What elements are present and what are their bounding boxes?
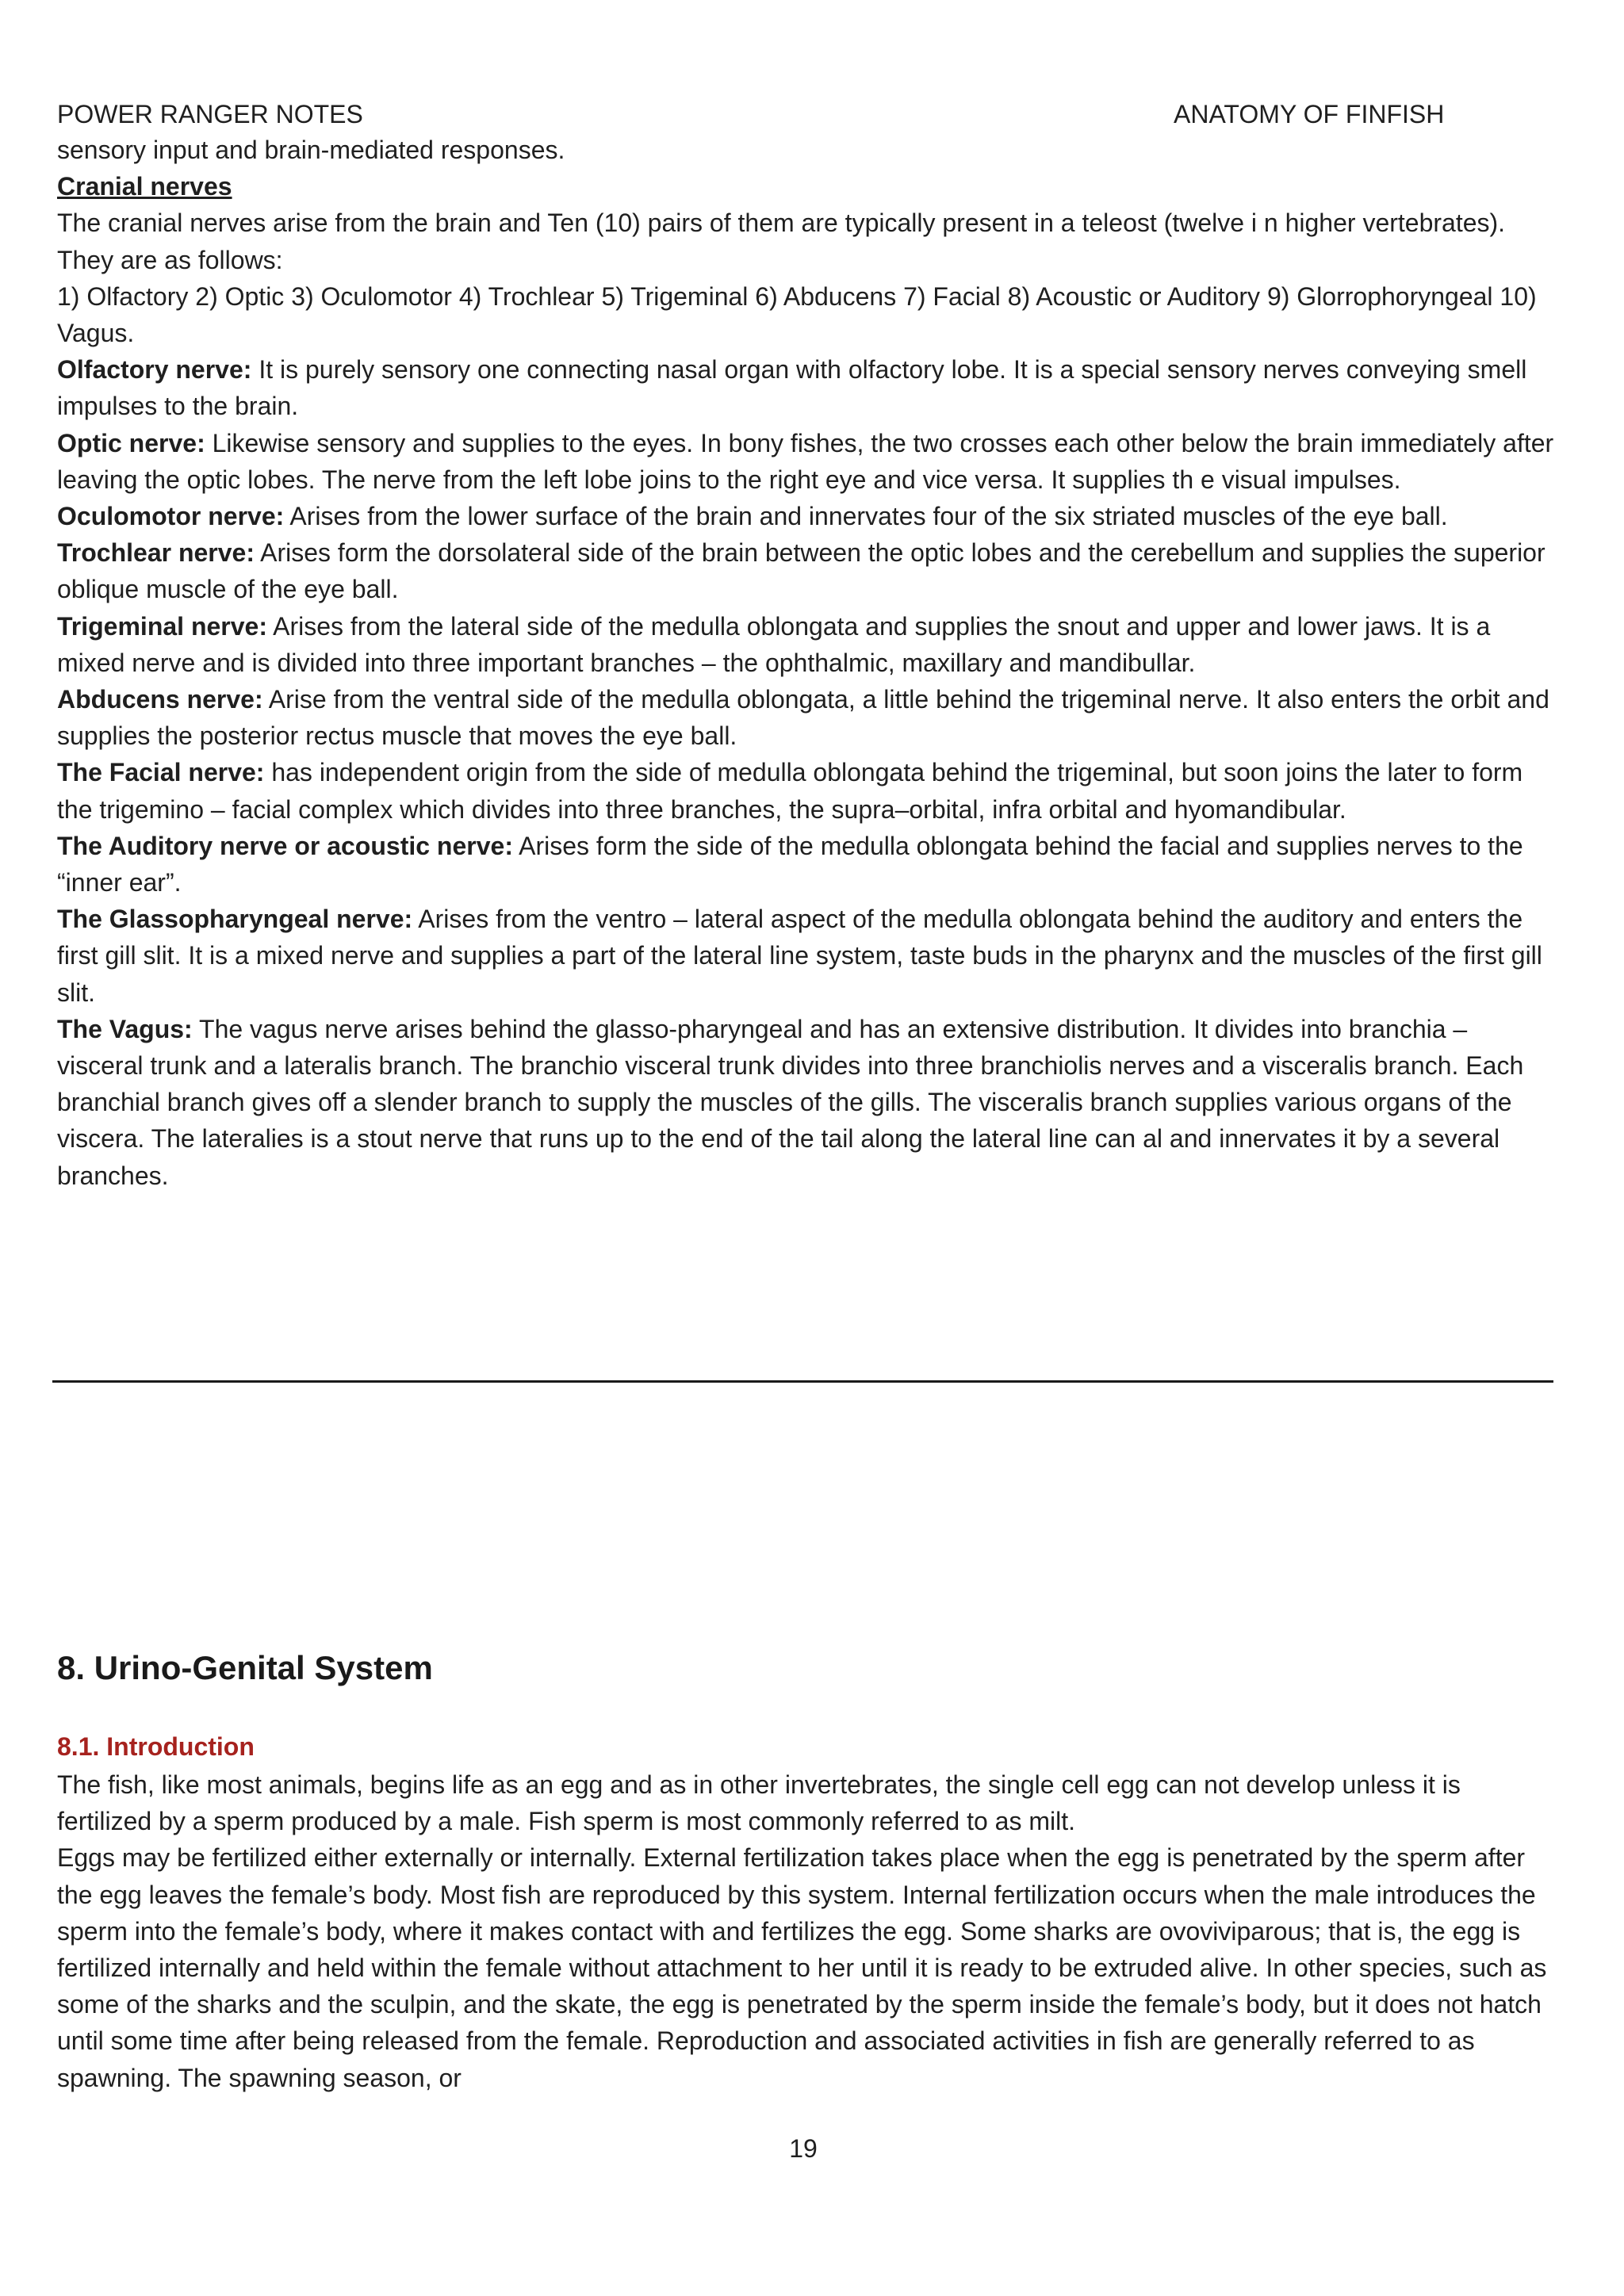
nerve-entry-abducens bbox=[57, 681, 1556, 754]
cranial-paragraph-2: They are as follows: bbox=[57, 245, 283, 274]
nerve-entry-trochlear bbox=[57, 534, 1556, 607]
header-left-title: POWER RANGER NOTES bbox=[57, 100, 363, 128]
nerve-name: The Glassopharyngeal nerve: bbox=[57, 905, 413, 934]
introduction-section bbox=[57, 1766, 1556, 2096]
nerve-entry-trigeminal bbox=[57, 608, 1556, 681]
nerve-description: has independent origin from the side of medulla oblongata behind the trigeminal, but soon joins the later to form the trigemino – facial complex which divides into three branches, the supra–orbital, infra orbital and hyomandibular. bbox=[57, 758, 1523, 824]
page-number: 19 bbox=[789, 2134, 818, 2163]
introduction-paragraph-1: The fish, like most animals, begins life as an egg and as in other invertebrates, the single cell egg can not develop unless it is fertilized by a sperm produced by a male. Fish sperm is most commonly referred to as milt. bbox=[57, 1770, 1461, 1836]
nerve-entry-vagus bbox=[57, 1011, 1556, 1194]
nerve-name: Oculomotor nerve: bbox=[57, 502, 285, 531]
nerve-description: Arise from the ventral side of the medulla oblongata, a little behind the trigeminal nerve. It also enters the orbit and supplies the posterior rectus muscle that moves the eye ball. bbox=[57, 685, 1549, 751]
nerve-description: Likewise sensory and supplies to the eyes. In bony fishes, the two crosses each other below the brain immediately after leaving the optic lobes. The nerve from the left lobe joins to the right eye and vice versa. It supplies th e visual impulses. bbox=[57, 428, 1554, 494]
nerve-entry-oculomotor bbox=[57, 498, 1556, 534]
nerve-description: Arises from the lower surface of the brain and innervates four of the six striated muscles of the eye ball. bbox=[284, 502, 1448, 531]
nerve-description: The vagus nerve arises behind the glasso-pharyngeal and has an extensive distribution. It divides into branchia – visceral trunk and a lateralis branch. The branchio visceral trunk divides into three branchiolis nerves and a visceralis branch. Each branchial branch gives off a slender branch to supply the muscles of the gills. The visceralis branch supplies various organs of the viscera. The lateralies is a stout nerve that runs up to the end of the tail along the lateral line can al and innervates it by a several branches. bbox=[57, 1014, 1524, 1190]
introduction-paragraph-2: Eggs may be fertilized either externally or internally. External fertilization takes place when the egg is penetrated by the sperm after the egg leaves the female’s body. Most fish are reproduced by this system. Internal fertilization occurs when the male introduces the sperm into the female’s body, where it makes contact with and fertilizes the egg. Some sharks are ovoviviparous; that is, the egg is fertilized internally and held within the female without attachment to her until it is ready to be extruded alive. In other species, such as some of the sharks and the sculpin, and the skate, the egg is penetrated by the sperm inside the female’s body, but it does not hatch until some time after being released from the female. Reproduction and associated activities in fish are generally referred to as spawning. The spawning season, or bbox=[57, 1843, 1547, 2092]
nerve-name: Optic nerve: bbox=[57, 428, 205, 457]
nerve-entry-olfactory bbox=[57, 351, 1556, 424]
nerve-description: Arises from the lateral side of the medulla oblongata and supplies the snout and upper and lower jaws. It is a mixed nerve and is divided into three important branches – the ophthalmic, maxillary and mandibullar. bbox=[57, 611, 1491, 677]
nerve-name: Trochlear nerve: bbox=[57, 538, 255, 568]
nerve-name: The Facial nerve: bbox=[57, 758, 265, 787]
nerve-entry-glossopharyngeal bbox=[57, 901, 1556, 1011]
nerve-entry-auditory bbox=[57, 828, 1556, 901]
nerve-name: Olfactory nerve: bbox=[57, 355, 252, 385]
cranial-nerves-section bbox=[57, 132, 1556, 1194]
horizontal-divider bbox=[52, 1380, 1553, 1383]
header-right-title: ANATOMY OF FINFISH bbox=[1174, 100, 1445, 128]
nerve-name: Trigeminal nerve: bbox=[57, 611, 267, 641]
subsection-title: 8.1. Introduction bbox=[57, 1732, 255, 1761]
cranial-nerve-list: 1) Olfactory 2) Optic 3) Oculomotor 4) Trochlear 5) Trigeminal 6) Abducens 7) Facial 8) Acoustic or Auditory 9) Glorrophoryngeal 10) Vagus. bbox=[57, 281, 1537, 348]
nerve-entry-optic bbox=[57, 425, 1556, 498]
section-title: 8. Urino-Genital System bbox=[57, 1649, 433, 1686]
nerve-entry-facial bbox=[57, 754, 1556, 827]
nerve-description: Arises from the ventro – lateral aspect of the medulla oblongata behind the auditory and enters the first gill slit. It is a mixed nerve and supplies a part of the lateral line system, taste buds in the pharynx and the muscles of the first gill slit. bbox=[57, 905, 1542, 1007]
nerve-name: Abducens nerve: bbox=[57, 685, 263, 714]
nerve-description: Arises form the side of the medulla oblongata behind the facial and supplies nerves to the “inner ear”. bbox=[57, 831, 1523, 897]
nerve-name: The Auditory nerve or acoustic nerve: bbox=[57, 831, 513, 860]
cranial-paragraph-1: The cranial nerves arise from the brain and Ten (10) pairs of them are typically present in a teleost (twelve i n higher vertebrates). bbox=[57, 209, 1506, 238]
nerve-description: Arises form the dorsolateral side of the brain between the optic lobes and the cerebellum and supplies the superior oblique muscle of the eye ball. bbox=[57, 538, 1545, 604]
nerve-name: The Vagus: bbox=[57, 1014, 193, 1043]
nerve-description: It is purely sensory one connecting nasal organ with olfactory lobe. It is a special sensory nerves conveying smell impulses to the brain. bbox=[57, 355, 1527, 421]
cranial-nerves-heading: Cranial nerves bbox=[57, 172, 232, 201]
intro-line: sensory input and brain-mediated responses. bbox=[57, 136, 565, 164]
